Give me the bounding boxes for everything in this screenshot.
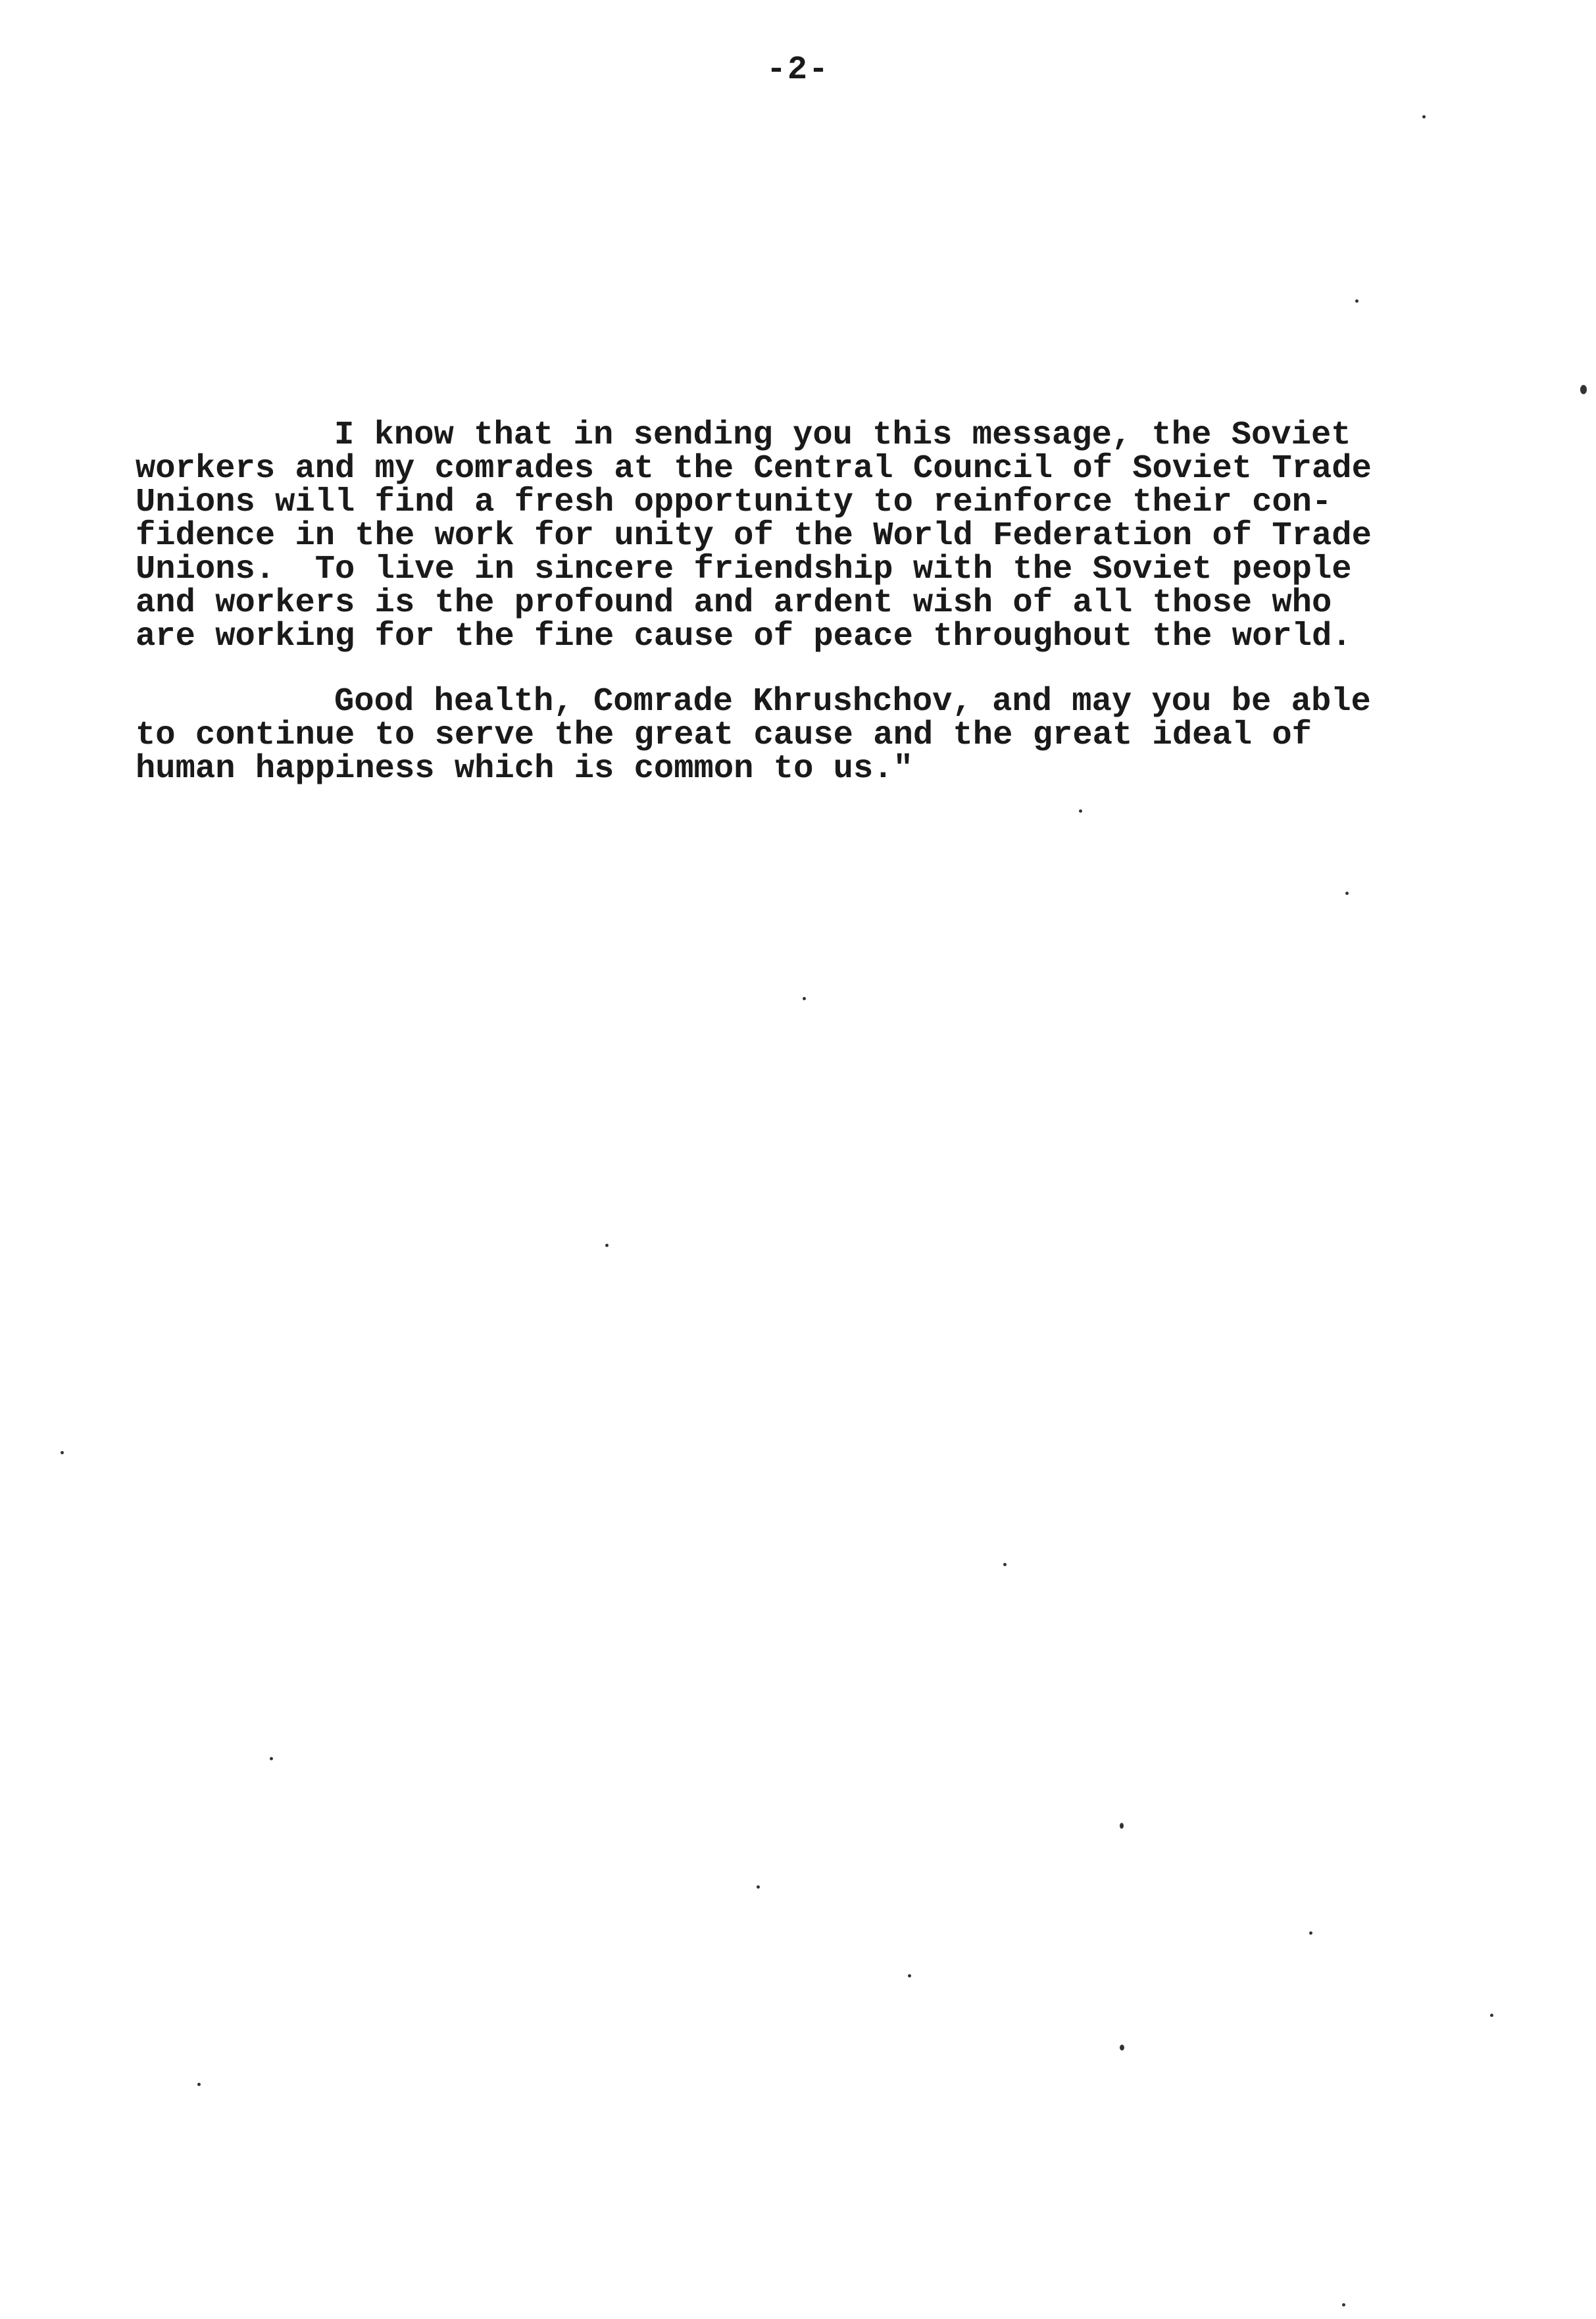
scan-speck — [61, 1451, 64, 1454]
scan-speck — [757, 1885, 760, 1889]
scan-speck — [908, 1974, 911, 1977]
paragraph-message-reinforcement — [136, 419, 1530, 653]
scan-speck — [803, 997, 806, 1000]
scan-speck — [1309, 1931, 1312, 1935]
paragraph-line: Unions will find a fresh opportunity to reinforce their con- — [136, 484, 1332, 521]
scan-speck — [1580, 385, 1587, 394]
scan-speck — [1120, 1823, 1124, 1829]
scan-speck — [605, 1244, 609, 1247]
scan-speck — [1120, 2045, 1124, 2051]
paragraph-line: fidence in the work for unity of the World Federation of Trade — [136, 517, 1372, 555]
scan-speck — [270, 1757, 273, 1760]
paragraph-line: I know that in sending you this message, the Soviet — [334, 417, 1351, 454]
paragraph-line: and workers is the profound and ardent wish of all those who — [136, 584, 1332, 622]
scan-speck — [197, 2083, 201, 2086]
paragraph-line: to continue to serve the great cause and the great ideal of — [136, 717, 1312, 754]
paragraph-line: human happiness which is common to us." — [136, 750, 913, 788]
scan-speck — [1345, 892, 1349, 895]
scan-speck — [1355, 299, 1359, 303]
paragraph-line: Good health, Comrade Khrushchov, and may you be able — [334, 683, 1371, 721]
scan-speck — [1490, 2014, 1493, 2017]
scan-speck — [1079, 809, 1082, 813]
scan-speck — [1422, 115, 1426, 118]
paragraph-closing-wishes — [136, 685, 1530, 786]
page-number: -2- — [766, 51, 830, 89]
scan-speck — [1003, 1563, 1007, 1566]
paragraph-line: workers and my comrades at the Central Council of Soviet Trade — [136, 450, 1372, 488]
scan-speck — [1342, 2303, 1345, 2306]
paragraph-line: are working for the fine cause of peace throughout the world. — [136, 618, 1352, 655]
paragraph-line: Unions. To live in sincere friendship with the Soviet people — [136, 551, 1352, 588]
